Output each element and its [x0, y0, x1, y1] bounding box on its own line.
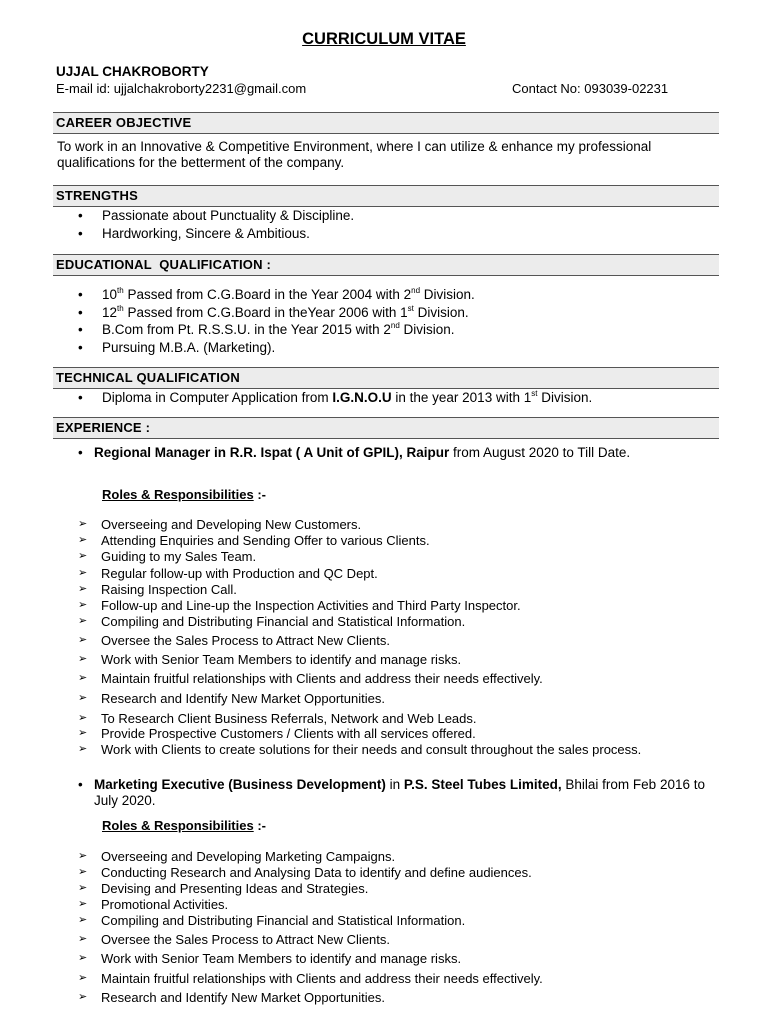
section-education — [53, 254, 719, 276]
contact-line: Contact No: 093039-02231 — [512, 81, 669, 96]
bullet-icon: • — [78, 208, 83, 223]
arrow-bullet-icon: ➢ — [78, 727, 88, 739]
section-strengths — [53, 185, 719, 207]
arrow-bullet-icon: ➢ — [78, 882, 88, 894]
arrow-bullet-icon: ➢ — [78, 599, 88, 611]
section-heading: EXPERIENCE : — [56, 420, 151, 435]
arrow-bullet-icon: ➢ — [78, 866, 88, 878]
bullet-icon: • — [78, 322, 83, 337]
section-career-objective — [53, 112, 719, 134]
email-line: E-mail id: ujjalchakroborty2231@gmail.com — [56, 81, 307, 96]
arrow-bullet-icon: ➢ — [78, 712, 88, 724]
career-objective-text: To work in an Innovative & Competitive Environment, where I can utilize & enhance my professional qualifications for the betterment of the company. — [57, 139, 652, 170]
bullet-icon: • — [78, 390, 83, 405]
arrow-bullet-icon: ➢ — [78, 850, 88, 862]
arrow-bullet-icon: ➢ — [78, 952, 88, 964]
bullet-icon: • — [78, 305, 83, 320]
document-title: CURRICULUM VITAE — [302, 30, 466, 48]
bullet-icon: • — [78, 226, 83, 241]
arrow-bullet-icon: ➢ — [78, 634, 88, 646]
section-experience — [53, 417, 719, 439]
section-heading: TECHNICAL QUALIFICATION — [56, 370, 240, 385]
arrow-bullet-icon: ➢ — [78, 534, 88, 546]
arrow-bullet-icon: ➢ — [78, 615, 88, 627]
roles-heading: Roles & Responsibilities :- — [102, 487, 266, 502]
bullet-icon: • — [78, 445, 83, 460]
section-technical — [53, 367, 719, 389]
arrow-bullet-icon: ➢ — [78, 583, 88, 595]
arrow-bullet-icon: ➢ — [78, 567, 88, 579]
arrow-bullet-icon: ➢ — [78, 914, 88, 926]
section-heading: EDUCATIONAL QUALIFICATION : — [56, 257, 272, 272]
bullet-icon: • — [78, 340, 83, 355]
bullet-icon: • — [78, 777, 83, 792]
arrow-bullet-icon: ➢ — [78, 933, 88, 945]
arrow-bullet-icon: ➢ — [78, 692, 88, 704]
candidate-name: UJJAL CHAKROBORTY — [56, 64, 209, 79]
section-heading: CAREER OBJECTIVE — [56, 115, 192, 130]
arrow-bullet-icon: ➢ — [78, 672, 88, 684]
arrow-bullet-icon: ➢ — [78, 972, 88, 984]
arrow-bullet-icon: ➢ — [78, 991, 88, 1003]
roles-heading: Roles & Responsibilities :- — [102, 818, 266, 833]
arrow-bullet-icon: ➢ — [78, 550, 88, 562]
arrow-bullet-icon: ➢ — [78, 518, 88, 530]
section-heading: STRENGTHS — [56, 188, 138, 203]
arrow-bullet-icon: ➢ — [78, 653, 88, 665]
arrow-bullet-icon: ➢ — [78, 743, 88, 755]
bullet-icon: • — [78, 287, 83, 302]
arrow-bullet-icon: ➢ — [78, 898, 88, 910]
